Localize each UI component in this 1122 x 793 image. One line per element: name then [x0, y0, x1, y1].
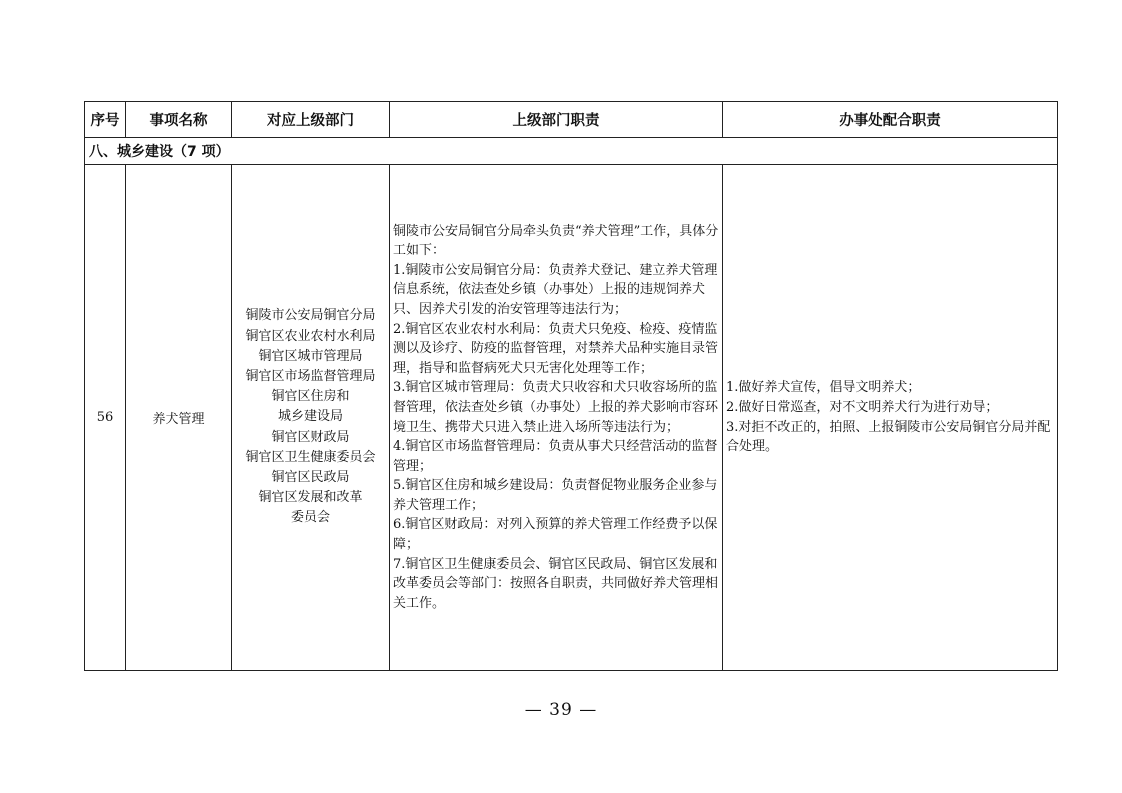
section-title: 八、城乡建设（7 项） [85, 138, 1058, 165]
duty-paragraph: 7.铜官区卫生健康委员会、铜官区民政局、铜官区发展和改革委员会等部门：按照各自职责，共同做好养犬管理相关工作。 [393, 556, 719, 611]
row-number: 56 [85, 165, 126, 671]
duty-cell [390, 165, 723, 671]
table-header-row [85, 102, 1058, 138]
section-row [85, 138, 1058, 165]
header-dept: 对应上级部门 [232, 102, 390, 138]
header-item: 事项名称 [126, 102, 232, 138]
table-row [85, 165, 1058, 671]
dept-line: 铜官区民政局 [271, 470, 350, 485]
coop-paragraph: 1.做好养犬宣传，倡导文明养犬； [726, 380, 921, 396]
dept-line: 铜官区住房和 [271, 389, 350, 405]
coop-paragraph: 3.对拒不改正的，拍照、上报铜陵市公安局铜官分局并配合处理。 [726, 419, 1051, 455]
dept-line: 铜官区市场监督管理局 [245, 368, 376, 384]
duty-paragraph: 6.铜官区财政局：对列入预算的养犬管理工作经费予以保障； [393, 517, 718, 553]
dept-line: 铜陵市公安局铜官分局 [245, 308, 376, 324]
dept-line: 城乡建设局 [277, 409, 343, 425]
dept-cell [232, 165, 390, 671]
duty-paragraph: 2.铜官区农业农村水利局：负责犬只免疫、检疫、疫情监测以及诊疗、防疫的监督管理，对禁养犬品种实施目录管理，指导和监督病死犬只无害化处理等工作； [393, 321, 719, 376]
duty-table [84, 101, 1058, 671]
header-no: 序号 [85, 102, 126, 138]
item-name: 养犬管理 [126, 165, 232, 671]
dept-line: 委员会 [290, 510, 330, 526]
dept-line: 铜官区财政局 [271, 429, 350, 445]
header-coop: 办事处配合职责 [723, 102, 1058, 138]
duty-paragraph: 3.铜官区城市管理局：负责犬只收容和犬只收容场所的监督管理，依法查处乡镇（办事处）上报的养犬影响市容环境卫生、携带犬只进入禁止进入场所等违法行为； [393, 380, 719, 435]
coop-cell [723, 165, 1058, 671]
dept-line: 铜官区发展和改革 [258, 490, 363, 506]
duty-paragraph: 铜陵市公安局铜官分局牵头负责“养犬管理”工作，具体分工如下： [393, 223, 719, 259]
dept-line: 铜官区城市管理局 [258, 348, 363, 364]
dept-line: 铜官区农业农村水利局 [245, 328, 376, 344]
duty-paragraph: 4.铜官区市场监督管理局：负责从事犬只经营活动的监督管理； [393, 439, 718, 474]
header-duty: 上级部门职责 [390, 102, 723, 138]
coop-paragraph: 2.做好日常巡查，对不文明养犬行为进行劝导； [726, 399, 999, 415]
page-number: — 39 — [524, 700, 598, 720]
duty-paragraph: 1.铜陵市公安局铜官分局：负责养犬登记、建立养犬管理信息系统，依法查处乡镇（办事处）上报的违规饲养犬只、因养犬引发的治安管理等违法行为； [393, 262, 718, 317]
dept-line: 铜官区卫生健康委员会 [245, 449, 376, 465]
duty-paragraph: 5.铜官区住房和城乡建设局：负责督促物业服务企业参与养犬管理工作； [393, 478, 718, 513]
